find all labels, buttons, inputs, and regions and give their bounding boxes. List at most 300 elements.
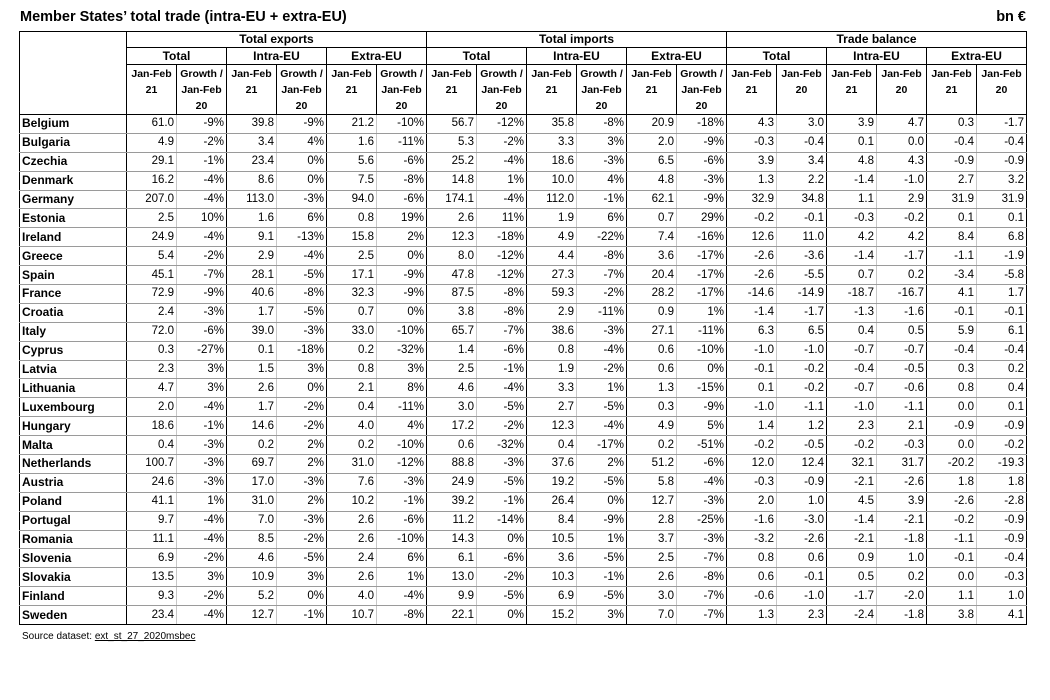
table-row	[20, 209, 1027, 228]
value-cell: 3.8	[427, 303, 477, 322]
value-cell: -0.3	[877, 436, 927, 455]
value-cell: -10%	[677, 341, 727, 360]
column-header	[377, 65, 427, 115]
value-cell: -6%	[377, 152, 427, 171]
value-cell: 0.2	[327, 341, 377, 360]
column-header-line: Growth /	[280, 68, 323, 80]
value-cell: -3%	[677, 492, 727, 511]
value-cell: 1%	[177, 492, 227, 511]
value-cell: 4.6	[227, 549, 277, 568]
value-cell: 13.0	[427, 568, 477, 587]
value-cell: 2.6	[427, 209, 477, 228]
value-cell: -8%	[377, 606, 427, 625]
column-header-line: 21	[945, 84, 958, 96]
column-header-line: 21	[845, 84, 858, 96]
value-cell: -2.6	[877, 473, 927, 492]
value-cell: 51.2	[627, 455, 677, 474]
value-cell: 1.3	[727, 171, 777, 190]
value-cell: -3%	[277, 473, 327, 492]
value-cell: -3%	[277, 190, 327, 209]
value-cell: 4.0	[327, 587, 377, 606]
column-header	[577, 65, 627, 115]
value-cell: 37.6	[527, 455, 577, 474]
value-cell: 0%	[677, 360, 727, 379]
value-cell: 0%	[377, 247, 427, 266]
column-header-line: Jan-Feb	[731, 68, 772, 80]
value-cell: -14.9	[777, 285, 827, 304]
value-cell: 22.1	[427, 606, 477, 625]
value-cell: -7%	[477, 322, 527, 341]
value-cell: 38.6	[527, 322, 577, 341]
value-cell: 4.8	[627, 171, 677, 190]
value-cell: 174.1	[427, 190, 477, 209]
table-row	[20, 360, 1027, 379]
value-cell: 0%	[277, 171, 327, 190]
value-cell: 0.8	[327, 360, 377, 379]
value-cell: -8%	[577, 247, 627, 266]
value-cell: 3.9	[827, 115, 877, 134]
value-cell: -4%	[577, 341, 627, 360]
value-cell: 3%	[277, 360, 327, 379]
value-cell: -1.6	[877, 303, 927, 322]
table-row	[20, 171, 1027, 190]
value-cell: -17%	[577, 436, 627, 455]
column-header-line: 21	[345, 84, 358, 96]
column-header	[927, 65, 977, 115]
value-cell: -2%	[277, 398, 327, 417]
value-cell: 0.3	[927, 115, 977, 134]
column-header-line: 20	[595, 100, 608, 112]
value-cell: 112.0	[527, 190, 577, 209]
value-cell: -4%	[177, 171, 227, 190]
value-cell: 34.8	[777, 190, 827, 209]
country-cell: Finland	[20, 587, 127, 606]
value-cell: 12.7	[227, 606, 277, 625]
value-cell: 1.1	[827, 190, 877, 209]
value-cell: 4.1	[977, 606, 1027, 625]
value-cell: 0%	[577, 492, 627, 511]
value-cell: 41.1	[127, 492, 177, 511]
group-header-balance: Trade balance	[727, 32, 1027, 48]
subgroup-header: Total	[427, 48, 527, 65]
value-cell: 18.6	[527, 152, 577, 171]
value-cell: -6%	[677, 152, 727, 171]
value-cell: 1.6	[227, 209, 277, 228]
value-cell: -14%	[477, 511, 527, 530]
value-cell: -3.6	[777, 247, 827, 266]
value-cell: 3%	[177, 568, 227, 587]
value-cell: 4.5	[827, 492, 877, 511]
column-header-line: 20	[795, 84, 808, 96]
table-row	[20, 417, 1027, 436]
value-cell: 3%	[277, 568, 327, 587]
value-cell: -9%	[577, 511, 627, 530]
value-cell: -1%	[577, 190, 627, 209]
value-cell: -2%	[177, 133, 227, 152]
value-cell: 0.8	[327, 209, 377, 228]
value-cell: 39.2	[427, 492, 477, 511]
column-header	[127, 65, 177, 115]
value-cell: -4%	[177, 190, 227, 209]
value-cell: 6%	[377, 549, 427, 568]
value-cell: -0.9	[927, 152, 977, 171]
value-cell: -32%	[377, 341, 427, 360]
value-cell: 2.5	[127, 209, 177, 228]
value-cell: -4%	[277, 247, 327, 266]
value-cell: -10%	[377, 436, 427, 455]
source-label: Source dataset:	[22, 631, 93, 642]
value-cell: -4%	[177, 606, 227, 625]
value-cell: -1.7	[827, 587, 877, 606]
value-cell: 11.0	[777, 228, 827, 247]
value-cell: -7%	[677, 606, 727, 625]
value-cell: -0.3	[827, 209, 877, 228]
country-cell: Lithuania	[20, 379, 127, 398]
value-cell: 2.7	[527, 398, 577, 417]
value-cell: 14.6	[227, 417, 277, 436]
value-cell: -1.4	[727, 303, 777, 322]
value-cell: 1.3	[627, 379, 677, 398]
value-cell: -2%	[277, 417, 327, 436]
value-cell: 10.3	[527, 568, 577, 587]
value-cell: 72.9	[127, 285, 177, 304]
table-row	[20, 228, 1027, 247]
value-cell: 40.6	[227, 285, 277, 304]
value-cell: -20.2	[927, 455, 977, 474]
value-cell: 2%	[277, 492, 327, 511]
value-cell: 56.7	[427, 115, 477, 134]
country-cell: Netherlands	[20, 455, 127, 474]
page-title: Member States’ total trade (intra-EU + extra-EU)	[20, 9, 347, 25]
value-cell: 6.5	[777, 322, 827, 341]
value-cell: 0.6	[627, 341, 677, 360]
value-cell: -3%	[177, 455, 227, 474]
value-cell: -4%	[177, 228, 227, 247]
value-cell: -0.2	[727, 436, 777, 455]
value-cell: 27.1	[627, 322, 677, 341]
column-header-line: Jan-Feb	[581, 84, 622, 96]
value-cell: -0.9	[927, 417, 977, 436]
value-cell: 88.8	[427, 455, 477, 474]
value-cell: 2.6	[327, 511, 377, 530]
value-cell: 47.8	[427, 266, 477, 285]
value-cell: 8.4	[927, 228, 977, 247]
value-cell: 4.9	[527, 228, 577, 247]
subgroup-header: Extra-EU	[327, 48, 427, 65]
value-cell: -5%	[477, 398, 527, 417]
value-cell: 4.0	[327, 417, 377, 436]
value-cell: -5%	[577, 398, 627, 417]
value-cell: 1.7	[227, 303, 277, 322]
value-cell: 15.8	[327, 228, 377, 247]
value-cell: 32.9	[727, 190, 777, 209]
column-header-line: Jan-Feb	[431, 68, 472, 80]
column-header	[977, 65, 1027, 115]
value-cell: 72.0	[127, 322, 177, 341]
value-cell: 31.7	[877, 455, 927, 474]
country-cell: Malta	[20, 436, 127, 455]
value-cell: 0.6	[427, 436, 477, 455]
value-cell: -1.8	[877, 530, 927, 549]
value-cell: -5%	[577, 587, 627, 606]
value-cell: 0.0	[877, 133, 927, 152]
value-cell: 2.5	[327, 247, 377, 266]
value-cell: 26.4	[527, 492, 577, 511]
value-cell: -2%	[177, 247, 227, 266]
value-cell: -22%	[577, 228, 627, 247]
value-cell: -10%	[377, 530, 427, 549]
value-cell: -0.3	[977, 568, 1027, 587]
value-cell: -1.4	[827, 247, 877, 266]
source-dataset-link[interactable]: ext_st_27_2020msbec	[94, 631, 196, 642]
value-cell: -2.1	[877, 511, 927, 530]
value-cell: -0.2	[777, 379, 827, 398]
value-cell: 1%	[677, 303, 727, 322]
value-cell: 3.2	[977, 171, 1027, 190]
country-cell: Estonia	[20, 209, 127, 228]
value-cell: -0.5	[877, 360, 927, 379]
column-header-line: 20	[895, 84, 908, 96]
value-cell: -3%	[277, 322, 327, 341]
value-cell: 2.6	[327, 530, 377, 549]
value-cell: 4.8	[827, 152, 877, 171]
value-cell: 12.4	[777, 455, 827, 474]
value-cell: 4.6	[427, 379, 477, 398]
table-row	[20, 152, 1027, 171]
value-cell: -1%	[377, 492, 427, 511]
column-header	[877, 65, 927, 115]
value-cell: -51%	[677, 436, 727, 455]
value-cell: -12%	[477, 247, 527, 266]
value-cell: 3.7	[627, 530, 677, 549]
value-cell: 0%	[277, 587, 327, 606]
value-cell: -2%	[477, 568, 527, 587]
value-cell: -0.4	[977, 133, 1027, 152]
value-cell: 0.7	[827, 266, 877, 285]
value-cell: 11.1	[127, 530, 177, 549]
value-cell: -0.2	[777, 360, 827, 379]
value-cell: 9.9	[427, 587, 477, 606]
value-cell: 0.4	[127, 436, 177, 455]
value-cell: -0.7	[827, 341, 877, 360]
value-cell: -1%	[477, 360, 527, 379]
value-cell: 2.3	[127, 360, 177, 379]
value-cell: -4%	[577, 417, 627, 436]
subgroup-header: Intra-EU	[527, 48, 627, 65]
value-cell: 8.5	[227, 530, 277, 549]
value-cell: -0.9	[977, 511, 1027, 530]
value-cell: -7%	[677, 587, 727, 606]
value-cell: -0.4	[927, 341, 977, 360]
table-row	[20, 303, 1027, 322]
column-header-line: Growth /	[680, 68, 723, 80]
value-cell: 3.6	[527, 549, 577, 568]
value-cell: 0.0	[927, 398, 977, 417]
subgroup-header: Total	[127, 48, 227, 65]
column-header	[827, 65, 877, 115]
value-cell: 4.4	[527, 247, 577, 266]
column-header	[627, 65, 677, 115]
value-cell: 2%	[277, 436, 327, 455]
value-cell: -5%	[277, 549, 327, 568]
column-header-line: 20	[695, 100, 708, 112]
group-header-imports: Total imports	[427, 32, 727, 48]
group-header-exports: Total exports	[127, 32, 427, 48]
value-cell: 10.5	[527, 530, 577, 549]
value-cell: -2%	[277, 530, 327, 549]
table-row	[20, 133, 1027, 152]
value-cell: 1%	[577, 379, 627, 398]
value-cell: 3.0	[427, 398, 477, 417]
value-cell: 2.1	[327, 379, 377, 398]
value-cell: -6%	[377, 511, 427, 530]
value-cell: -7%	[577, 266, 627, 285]
value-cell: 6.3	[727, 322, 777, 341]
value-cell: -4%	[477, 190, 527, 209]
value-cell: 0.2	[877, 568, 927, 587]
value-cell: 3.4	[777, 152, 827, 171]
value-cell: -1%	[477, 492, 527, 511]
value-cell: -0.4	[977, 341, 1027, 360]
value-cell: -3%	[177, 436, 227, 455]
value-cell: -16.7	[877, 285, 927, 304]
column-header	[277, 65, 327, 115]
header-corner	[20, 32, 127, 115]
value-cell: -1.0	[877, 171, 927, 190]
value-cell: -4%	[177, 511, 227, 530]
value-cell: -1.9	[977, 247, 1027, 266]
column-header-line: Jan-Feb	[231, 68, 272, 80]
value-cell: 10.0	[527, 171, 577, 190]
table-row	[20, 247, 1027, 266]
value-cell: 14.8	[427, 171, 477, 190]
country-cell: Ireland	[20, 228, 127, 247]
column-header-line: Jan-Feb	[531, 68, 572, 80]
value-cell: 7.5	[327, 171, 377, 190]
country-cell: Italy	[20, 322, 127, 341]
trade-table	[19, 31, 1027, 625]
value-cell: -1.0	[777, 587, 827, 606]
column-header-line: Jan-Feb	[331, 68, 372, 80]
column-header-line: Growth /	[480, 68, 523, 80]
value-cell: 0.0	[927, 436, 977, 455]
table-row	[20, 266, 1027, 285]
value-cell: -9%	[377, 266, 427, 285]
value-cell: -0.9	[977, 152, 1027, 171]
value-cell: -9%	[377, 285, 427, 304]
value-cell: 0.1	[827, 133, 877, 152]
value-cell: 8.0	[427, 247, 477, 266]
value-cell: -12%	[377, 455, 427, 474]
value-cell: 17.1	[327, 266, 377, 285]
column-header-line: Jan-Feb	[381, 84, 422, 96]
table-row	[20, 285, 1027, 304]
table-row	[20, 587, 1027, 606]
value-cell: -1%	[277, 606, 327, 625]
value-cell: -0.9	[977, 417, 1027, 436]
value-cell: 31.9	[927, 190, 977, 209]
column-header-line: Jan-Feb	[131, 68, 172, 80]
value-cell: -1.3	[827, 303, 877, 322]
value-cell: 7.6	[327, 473, 377, 492]
country-cell: France	[20, 285, 127, 304]
value-cell: 1%	[377, 568, 427, 587]
value-cell: -5.5	[777, 266, 827, 285]
value-cell: 3.0	[777, 115, 827, 134]
value-cell: -4%	[677, 473, 727, 492]
value-cell: 17.0	[227, 473, 277, 492]
value-cell: -1.0	[727, 398, 777, 417]
value-cell: 4.1	[927, 285, 977, 304]
value-cell: 0%	[377, 303, 427, 322]
value-cell: -2.1	[827, 530, 877, 549]
table-row	[20, 190, 1027, 209]
title-row	[20, 9, 1026, 29]
value-cell: -6%	[377, 190, 427, 209]
value-cell: 59.3	[527, 285, 577, 304]
value-cell: -18%	[277, 341, 327, 360]
value-cell: 1.1	[927, 587, 977, 606]
value-cell: -9%	[277, 115, 327, 134]
value-cell: 8.6	[227, 171, 277, 190]
value-cell: -2.6	[727, 266, 777, 285]
value-cell: -13%	[277, 228, 327, 247]
value-cell: -5%	[277, 303, 327, 322]
value-cell: -2%	[577, 360, 627, 379]
value-cell: 1.0	[877, 549, 927, 568]
value-cell: -3%	[577, 152, 627, 171]
value-cell: -8%	[377, 171, 427, 190]
value-cell: -11%	[677, 322, 727, 341]
value-cell: 0.7	[327, 303, 377, 322]
value-cell: -4%	[177, 530, 227, 549]
value-cell: 31.0	[227, 492, 277, 511]
value-cell: 6%	[577, 209, 627, 228]
value-cell: 23.4	[227, 152, 277, 171]
value-cell: 4.9	[627, 417, 677, 436]
value-cell: 0%	[477, 606, 527, 625]
value-cell: -0.3	[727, 133, 777, 152]
value-cell: -4%	[177, 398, 227, 417]
column-header-line: Jan-Feb	[931, 68, 972, 80]
country-cell: Bulgaria	[20, 133, 127, 152]
value-cell: -3%	[377, 473, 427, 492]
subgroup-header: Total	[727, 48, 827, 65]
value-cell: 1.6	[327, 133, 377, 152]
value-cell: -2%	[177, 587, 227, 606]
value-cell: 5.6	[327, 152, 377, 171]
value-cell: 20.4	[627, 266, 677, 285]
value-cell: 4%	[377, 417, 427, 436]
value-cell: 0.6	[777, 549, 827, 568]
country-cell: Spain	[20, 266, 127, 285]
value-cell: 18.6	[127, 417, 177, 436]
value-cell: 1.9	[527, 209, 577, 228]
table-row	[20, 115, 1027, 134]
value-cell: 2.5	[627, 549, 677, 568]
value-cell: -5%	[577, 549, 627, 568]
column-header-line: 21	[245, 84, 258, 96]
value-cell: 39.8	[227, 115, 277, 134]
value-cell: -0.7	[827, 379, 877, 398]
value-cell: -11%	[377, 133, 427, 152]
value-cell: -1.1	[877, 398, 927, 417]
table-row	[20, 436, 1027, 455]
value-cell: -1.1	[777, 398, 827, 417]
value-cell: -12%	[477, 115, 527, 134]
value-cell: 9.1	[227, 228, 277, 247]
value-cell: 3%	[577, 606, 627, 625]
